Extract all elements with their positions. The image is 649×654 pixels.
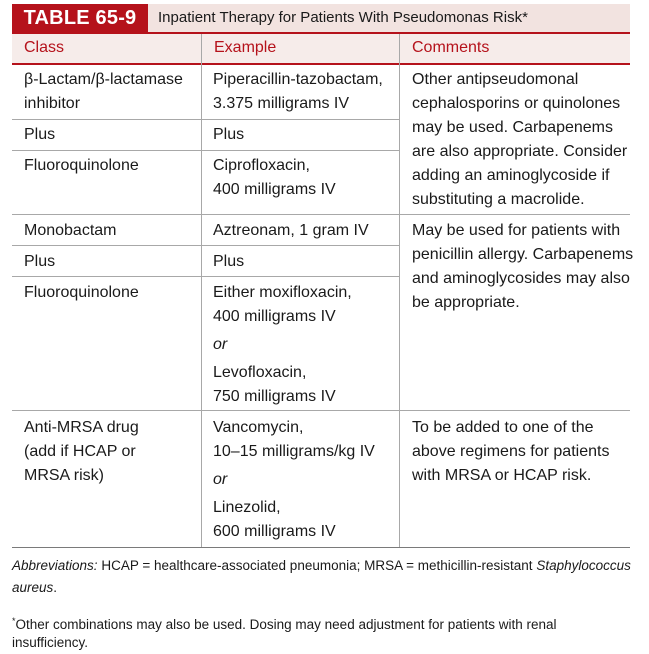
class-cell: inhibitor [24,95,81,112]
example-cell: 400 milligrams IV [213,181,336,198]
example-cell: Plus [213,253,245,270]
example-cell: 3.375 milligrams IV [213,95,350,112]
comment-line: penicillin allergy. Carbapenems [412,246,634,263]
class-cell: Anti-MRSA drug [24,419,139,436]
example-cell: Linezolid, [213,499,281,516]
table-title-bar [12,4,630,34]
class-cell: Fluoroquinolone [24,157,139,174]
example-cell: Either moxifloxacin, [213,284,352,301]
abbreviations-italic-line2: aureus [12,580,54,595]
header-class: Class [12,34,201,64]
abbreviations-italic: Staphylococcus [536,558,631,573]
asterisk-footnote [12,611,557,635]
example-cell: Ciprofloxacin, [213,157,310,174]
example-cell: Plus [213,126,245,143]
example-cell: Levofloxacin, [213,364,307,381]
table-bottom-rule [12,547,630,548]
asterisk-note-text: Other combinations may also be used. Dosing may need adjustment for patients with renal [15,617,557,632]
comment-line: with MRSA or HCAP risk. [412,467,592,484]
comment-line: be appropriate. [412,294,520,311]
table-number-tag: TABLE 65-9 [12,4,148,32]
comment-line: are also appropriate. Consider [412,143,628,160]
group-divider [12,410,630,411]
class-cell: Fluoroquinolone [24,284,139,301]
class-cell: MRSA risk) [24,467,104,484]
column-divider [201,34,202,548]
comment-line: and aminoglycosides may also [412,270,630,287]
example-cell-or: or [213,336,228,353]
abbreviations-end: . [53,580,58,595]
comment-line: substituting a macrolide. [412,191,585,208]
example-cell: Vancomycin, [213,419,304,436]
example-cell: 600 milligrams IV [213,523,336,540]
example-cell: 750 milligrams IV [213,388,336,405]
abbreviations-footnote-line2 [12,577,57,598]
row-divider [12,276,400,277]
example-cell-or: or [213,471,228,488]
example-cell: 400 milligrams IV [213,308,336,325]
abbreviations-label: Abbreviations: [12,558,98,573]
example-cell: 10–15 milligrams/kg IV [213,443,375,460]
row-divider [12,119,400,120]
row-divider [12,150,400,151]
row-divider [12,245,400,246]
asterisk-footnote-line2: insufficiency. [12,635,89,650]
comment-line: To be added to one of the [412,419,594,436]
class-cell: (add if HCAP or [24,443,136,460]
class-cell: Plus [24,253,56,270]
class-cell: Monobactam [24,222,117,239]
comment-line: above regimens for patients [412,443,610,460]
class-cell: Plus [24,126,56,143]
comment-line: cephalosporins or quinolones [412,95,621,112]
header-rule [12,63,630,65]
table-title: Inpatient Therapy for Patients With Pseudomonas Risk* [158,9,528,26]
asterisk-mark: * [12,616,16,626]
class-cell: β-Lactam/β-lactamase [24,71,183,88]
column-divider [399,34,400,548]
abbreviations-text: HCAP = healthcare-associated pneumonia; MRSA = methicillin-resistant [101,558,533,573]
comment-line: may be used. Carbapenems [412,119,613,136]
comment-line: Other antipseudomonal [412,71,579,88]
example-cell: Piperacillin-tazobactam, [213,71,383,88]
abbreviations-footnote [12,555,631,576]
header-example: Example [202,34,399,64]
comment-line: May be used for patients with [412,222,621,239]
example-cell: Aztreonam, 1 gram IV [213,222,369,239]
header-comments: Comments [400,34,630,64]
comment-line: adding an aminoglycoside if [412,167,610,184]
group-divider [12,214,630,215]
